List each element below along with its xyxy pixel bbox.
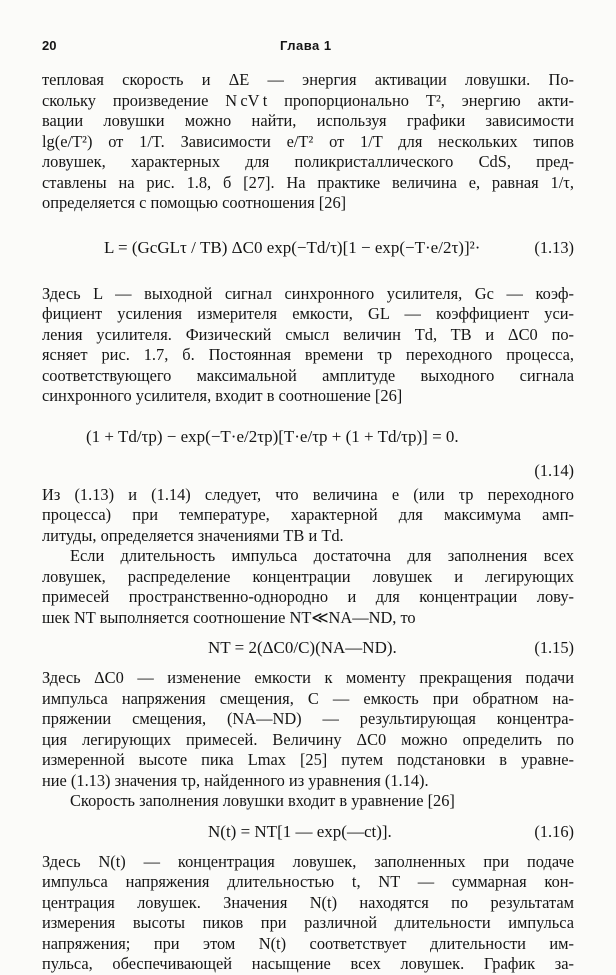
text-line: ние (1.13) значения τp, найденного из уравнения (1.14). — [42, 770, 429, 790]
text-line: вации ловушки можно найти, используя графики зависимости — [42, 111, 574, 130]
text-line: ловушек, распределение концентрации ловушек и легирующих — [42, 566, 574, 586]
paragraph-3 — [42, 485, 574, 547]
text-line: соответствующего максимальной амплитуде выходного сигнала — [42, 365, 574, 385]
equation-number: (1.15) — [534, 638, 574, 657]
equation-formula: (1 + Td/τp) − exp(−T·e/2τp)[T·e/τp + (1 + Td/τp)] = 0. — [86, 426, 459, 446]
equation-number: (1.16) — [534, 821, 574, 841]
text-line: напряжения; при этом N(t) соответствует длительности им- — [42, 933, 574, 953]
equation-1-15 — [42, 628, 574, 668]
paragraph-5 — [42, 668, 574, 791]
text-line: фициент усиления измерителя емкости, GL — коэффициент уси- — [42, 304, 574, 323]
equation-1-14 — [42, 407, 574, 485]
text-line: импульса напряжения длительностью t, NT — суммарная кон- — [42, 872, 574, 891]
text-line: Здесь ΔC0 — изменение емкости к моменту прекращения подачи — [42, 668, 574, 687]
text-line: lg(e/T²) от 1/T. Зависимости e/T² от 1/T для нескольких типов — [42, 131, 574, 151]
text-line: тепловая скорость и ΔE — энергия активации ловушки. По- — [42, 70, 574, 89]
text-line: ления усилителя. Физический смысл величин Td, TB и ΔC0 по- — [42, 324, 574, 344]
text-line: примесей пространственно-однородно и для концентрации лову- — [42, 587, 574, 606]
equation-formula: NT = 2(ΔC0/C)(NA—ND). — [208, 638, 397, 657]
paragraph-2 — [42, 284, 574, 407]
text-line: синхронного усилителя, входит в соотношение [26] — [42, 386, 403, 405]
text-line: Из (1.13) и (1.14) следует, что величина e (или τp переходного — [42, 484, 574, 504]
paragraph-6 — [42, 791, 574, 812]
text-line: ловушек, характерных для поликристаллического CdS, пред- — [42, 152, 574, 171]
text-line: импульса напряжения смещения, C — емкость при обратном на- — [42, 688, 574, 708]
chapter-title: Глава 1 — [280, 38, 332, 53]
text-line: пульса, обеспечивающей насыщение всех ловушек. График за- — [42, 954, 574, 973]
text-line: литуды, определяется значениями TB и Td. — [42, 525, 344, 545]
paragraph-1 — [42, 70, 574, 214]
page-body — [42, 70, 574, 975]
page-header — [0, 38, 616, 58]
text-line: ставлены на рис. 1.8, б [27]. На практике величина e, равная 1/τ, — [42, 172, 574, 192]
text-line: Здесь L — выходной сигнал синхронного усилителя, Gc — коэф- — [42, 283, 574, 303]
text-line: скольку произведение N cV t пропорционально T², энергию акти- — [42, 90, 574, 110]
equation-formula: L = (GcGLτ / TB) ΔC0 exp(−Td/τ)[1 − exp(−T·e/2τ)]²· — [104, 237, 481, 257]
paragraph-7 — [42, 852, 574, 975]
equation-1-13 — [42, 214, 574, 284]
paragraph-4 — [42, 546, 574, 628]
equation-number: (1.14) — [534, 460, 574, 480]
text-line: измерения высоты пиков при различной длительности импульса — [42, 913, 574, 932]
text-line: Если длительность импульса достаточна для заполнения всех — [70, 546, 574, 565]
page-number: 20 — [42, 38, 57, 53]
text-line: измеренной высоте пика Lmax [25] путем подстановки в уравне- — [42, 750, 574, 769]
equation-formula: N(t) = NT[1 — exp(—ct)]. — [208, 821, 392, 841]
text-line: Скорость заполнения ловушки входит в уравнение [26] — [70, 791, 455, 810]
text-line: определяется с помощью соотношения [26] — [42, 193, 347, 212]
text-line: пряжении смещения, (NA—ND) — результирующая концентра- — [42, 709, 574, 728]
text-line: центрация ловушек. Значения N(t) находятся по результатам — [42, 892, 574, 912]
text-line: ция легирующих примесей. Величину ΔC0 можно определить по — [42, 729, 574, 749]
text-line: процесса) при температуре, характерной для максимума амп- — [42, 505, 574, 524]
text-line: шек NT выполняется соотношение NT≪NA—ND, то — [42, 607, 416, 627]
text-line: Здесь N(t) — концентрация ловушек, заполненных при подаче — [42, 851, 574, 871]
equation-number: (1.13) — [534, 237, 574, 257]
equation-1-16 — [42, 812, 574, 852]
text-line: ясняет рис. 1.7, б. Постоянная времени τp переходного процесса, — [42, 345, 574, 364]
